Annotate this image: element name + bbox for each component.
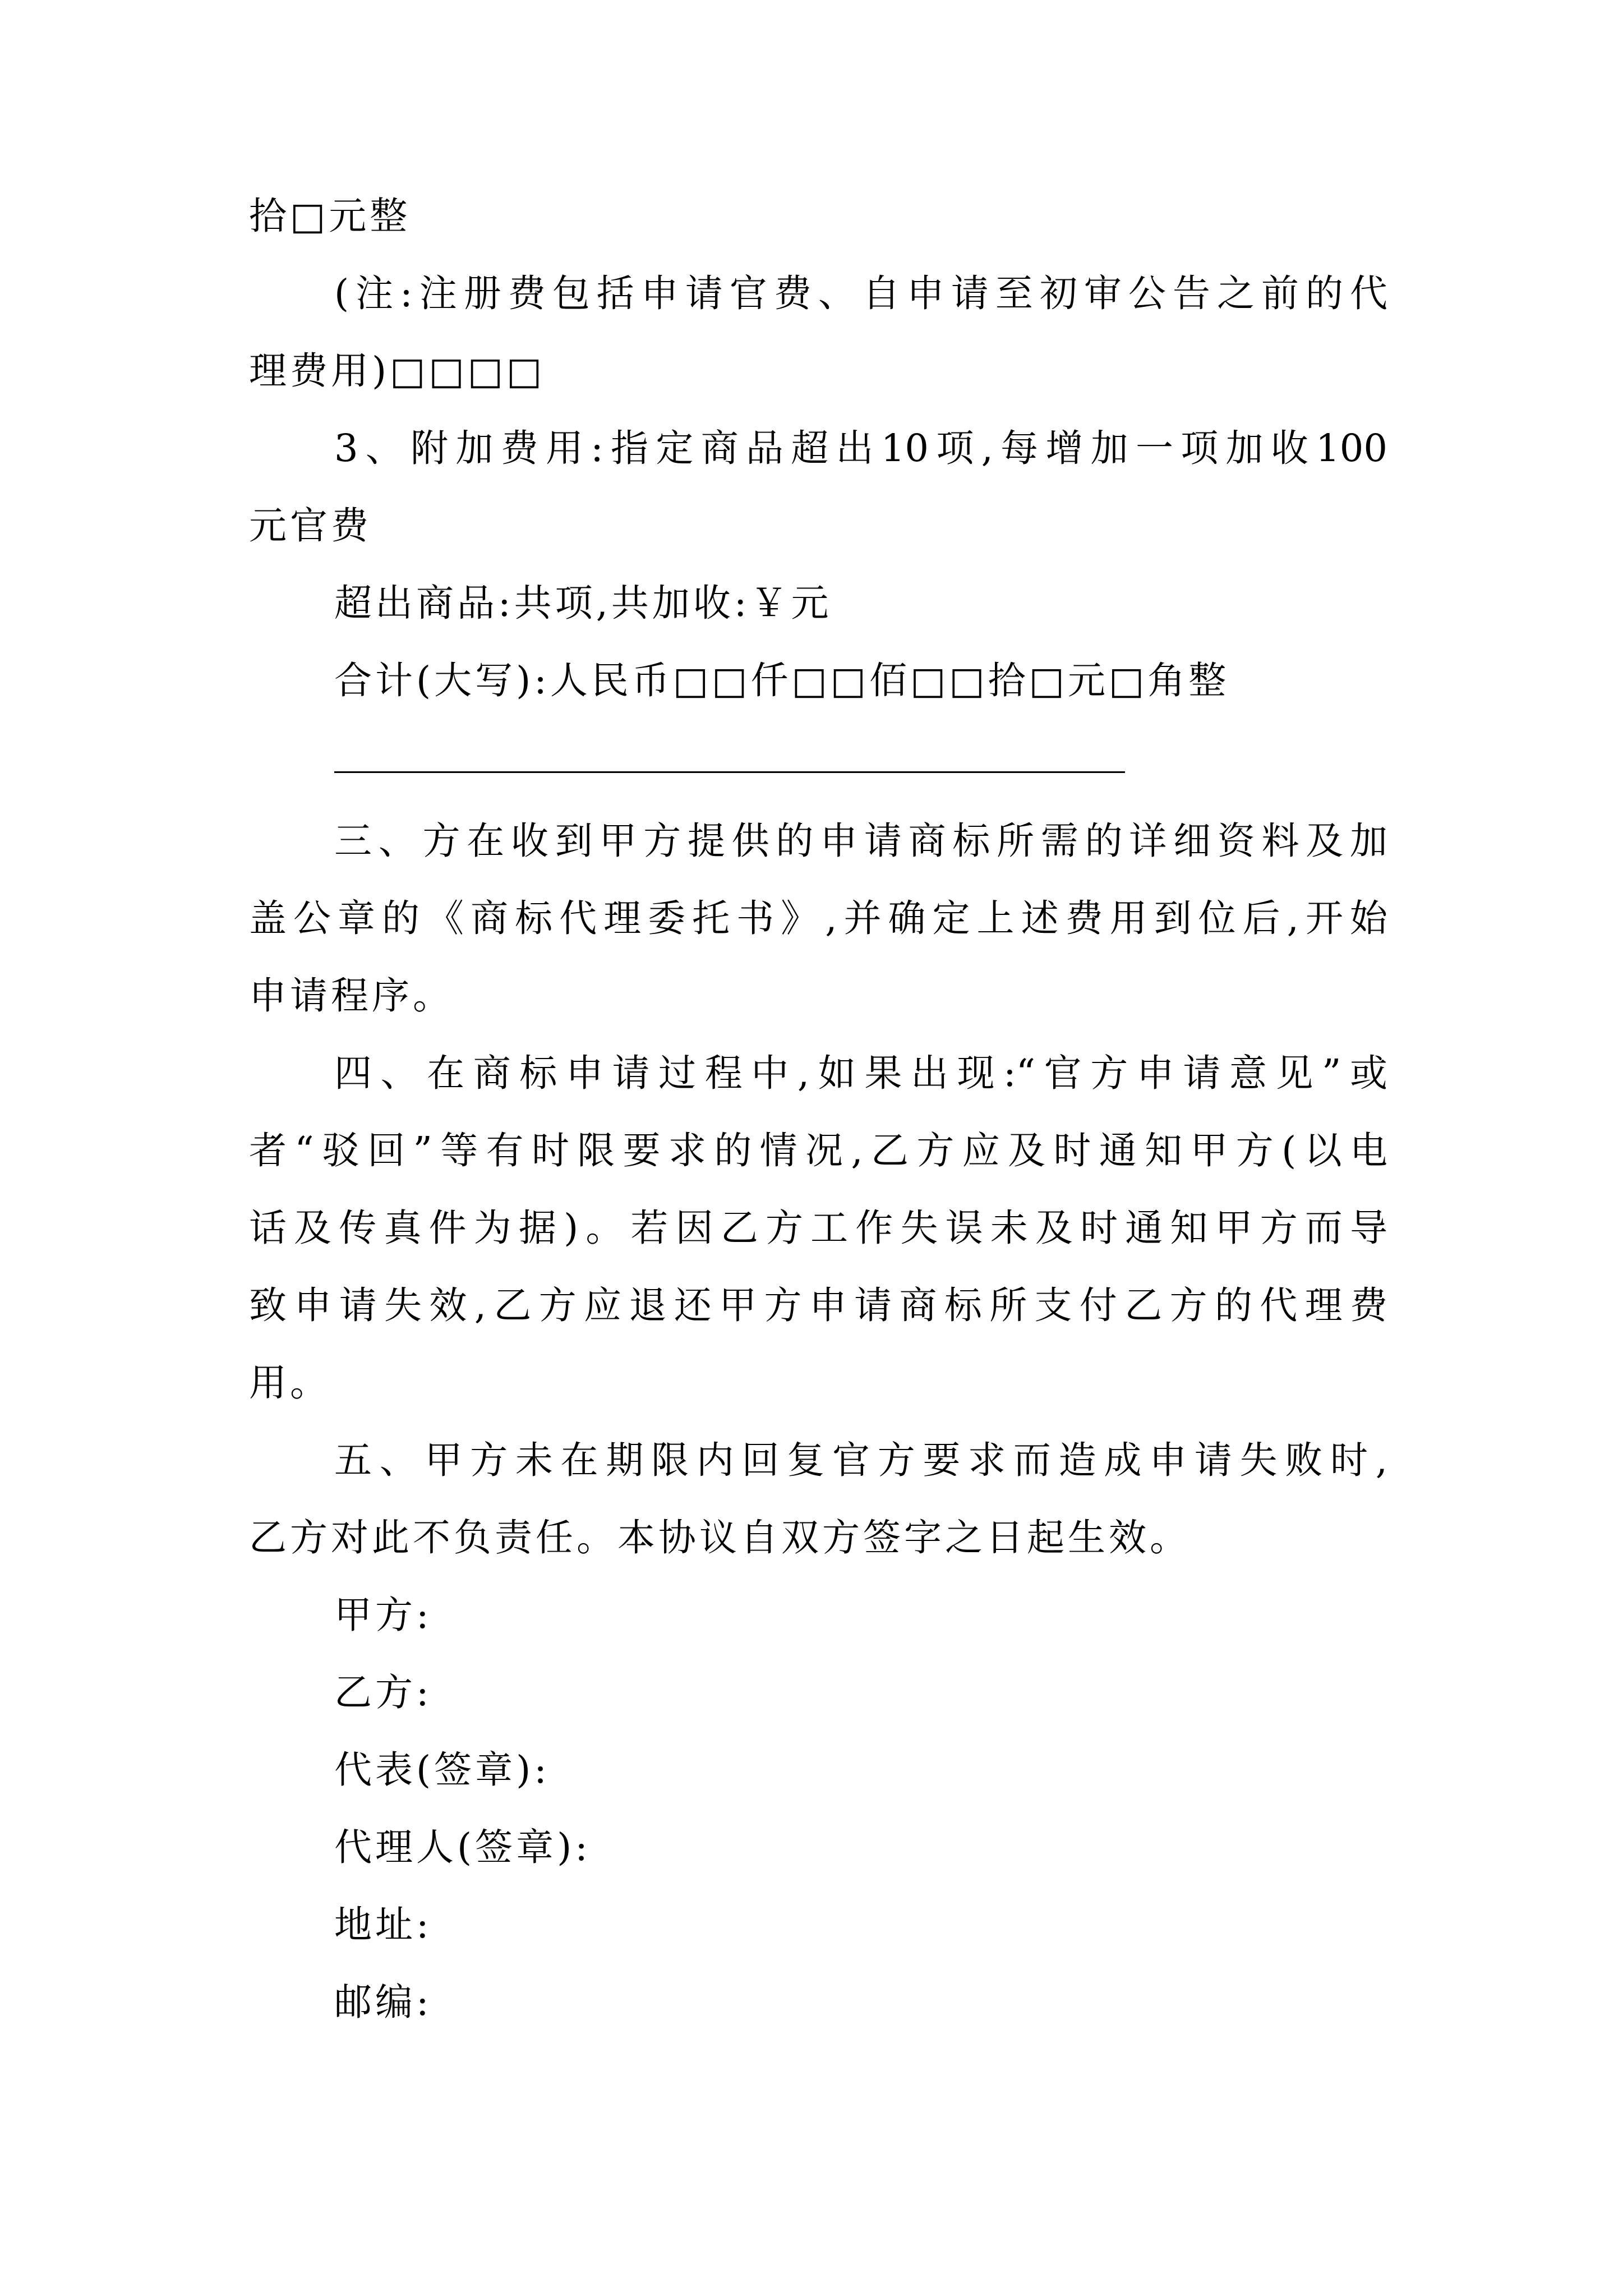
text-line: 理费用)□□□□ (249, 349, 546, 393)
text-line: 乙方对此不负责任。本协议自双方签字之日起生效。 (249, 1516, 1191, 1559)
text-line: 合计(大写):人民币□□仟□□佰□□拾□元□角整 (334, 659, 1230, 702)
text-line: 元官费 (249, 504, 372, 547)
text-line: 盖公章的《商标代理委托书》,并确定上述费用到位后,开始 (249, 896, 1387, 940)
text-line: 拾□元整 (249, 194, 411, 238)
signature-field-party-a: 甲方: (334, 1593, 432, 1637)
address-field: 地址: (334, 1903, 432, 1947)
text-line: 申请程序。 (249, 974, 454, 1018)
text-line: 用。 (249, 1361, 331, 1405)
signature-field-agent: 代理人(签章): (334, 1825, 591, 1869)
postal-code-field: 邮编: (334, 1980, 432, 2024)
text-line: 致申请失效,乙方应退还甲方申请商标所支付乙方的代理费 (249, 1283, 1387, 1327)
signature-field-party-b: 乙方: (334, 1671, 432, 1714)
fill-in-underline (334, 771, 1125, 773)
text-line: 超出商品:共项,共加收:￥元 (334, 581, 832, 625)
text-line: 者“驳回”等有时限要求的情况,乙方应及时通知甲方(以电 (249, 1129, 1387, 1172)
text-line: 三、方在收到甲方提供的申请商标所需的详细资料及加 (334, 819, 1387, 863)
text-line: 四、在商标申请过程中,如果出现:“官方申请意见”或 (334, 1051, 1387, 1095)
signature-field-representative: 代表(签章): (334, 1748, 550, 1792)
text-line: (注:注册费包括申请官费、自申请至初审公告之前的代 (334, 272, 1387, 315)
text-line: 五、甲方未在期限内回复官方要求而造成申请失败时, (334, 1438, 1387, 1482)
text-line: 话及传真件为据)。若因乙方工作失误未及时通知甲方而导 (249, 1206, 1387, 1250)
text-line: 3、附加费用:指定商品超出10项,每增加一项加收100 (334, 426, 1387, 470)
